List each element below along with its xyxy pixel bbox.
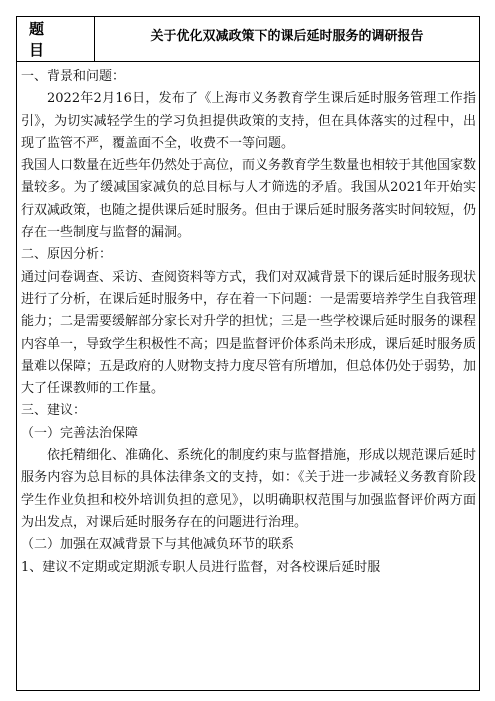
paragraph-legal: 依托精细化、准确化、系统化的制度约束与监督措施，形成以规范课后延时服务内容为总目标的具体法律条文的支持，如：《关于进一步减轻义务教育阶段学生作业负担和校外培训负担的意见》，以明确职权范围与加强监督评价两方面为出发点，对课后延时服务存在的问题进行治理。 [21, 448, 477, 530]
report-body [17, 62, 479, 579]
section-heading-analysis: 二、原因分析： [21, 247, 113, 263]
paragraph-population: 我国人口数量在近些年仍然处于高位，而义务教育学生数量也相较于其他国家数量较多。为了缓减国家减负的总目标与人才筛选的矛盾。我国从2021年开始实行双减政策，也随之提供课后延时服务。但由于课后延时服务落实时间较短，仍存在一些制度与监督的漏洞。 [21, 158, 477, 241]
paragraph-analysis: 通过问卷调查、采访、查阅资料等方式，我们对双减背景下的课后延时服务现状进行了分析，在课后延时服务中，存在着一下问题：一是需要培养学生自我管理能力；二是需要缓解部分家长对升学的担忧；三是一些学校课后延时服务的课程内容单一，导致学生积极性不高；四是监督评价体系尚未形成，课后延时服务质量难以保障；五是政府的人财物支持力度尽管有所增加，但总体仍处于弱势，加大了任课教师的工作量。 [21, 269, 477, 397]
report-form [16, 16, 480, 691]
section-heading-suggestions: 三、建议： [21, 403, 87, 419]
subheading-legal: （一）完善法治保障 [21, 425, 139, 441]
title-label: 题 目 [17, 17, 95, 61]
section-heading-background: 一、背景和问题： [21, 69, 126, 84]
header-row [17, 17, 479, 62]
report-title: 关于优化双减政策下的课后延时服务的调研报告 [150, 29, 424, 44]
paragraph-policy: 2022年2月16日，发布了《上海市义务教育学生课后延时服务管理工作指引》，为切实减轻学生的学习负担提供政策的支持，但在具体落实的过程中，出现了监管不严，覆盖面不全，收费不一等问题。 [21, 91, 476, 151]
paragraph-supervision: 1、建议不定期或定期派专职人员进行监督，对各校课后延时服 [21, 559, 381, 575]
subheading-linkage: （二）加强在双减背景下与其他减负环节的联系 [21, 537, 295, 553]
